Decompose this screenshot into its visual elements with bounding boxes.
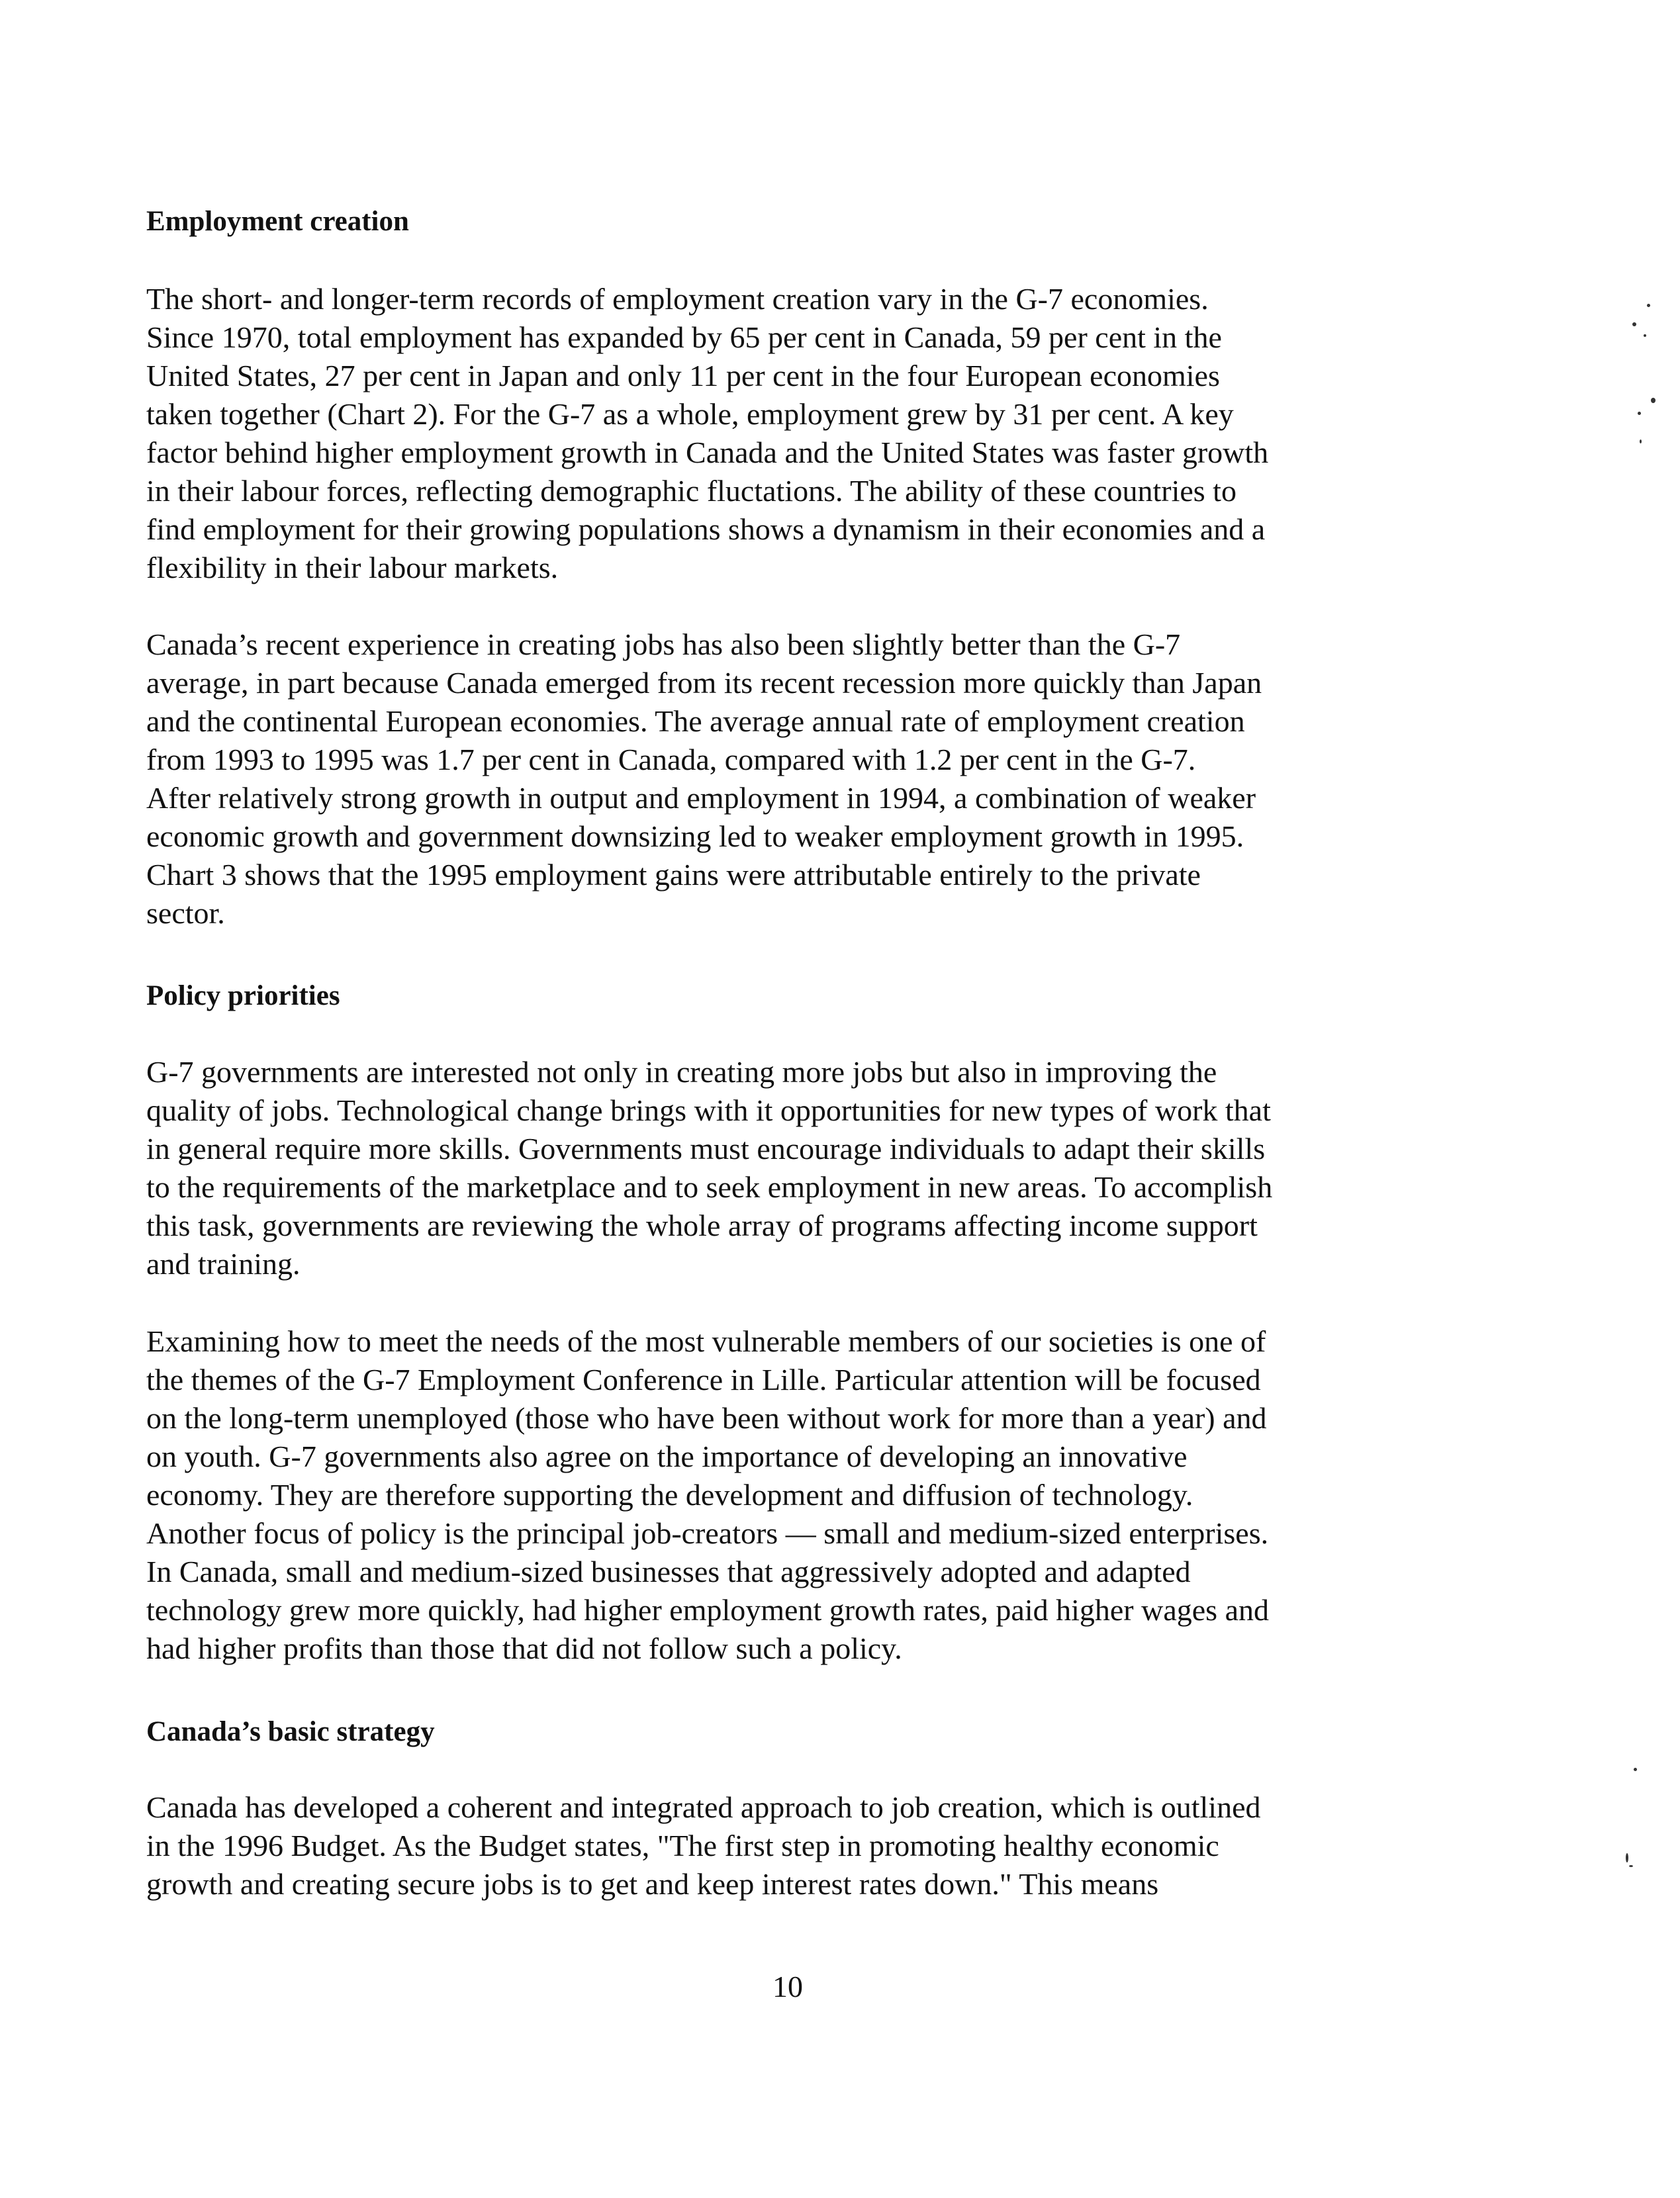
text-line: from 1993 to 1995 was 1.7 per cent in Canada, compared with 1.2 per cent in the G-7. (146, 743, 1196, 776)
paragraph-vulnerable-members (146, 1322, 1497, 1668)
text-line: find employment for their growing populations shows a dynamism in their economies and a (146, 512, 1266, 546)
text-line: United States, 27 per cent in Japan and only 11 per cent in the four European economies (146, 359, 1220, 392)
scan-speck (1644, 334, 1646, 337)
scan-speck (1634, 1768, 1637, 1771)
text-line: The short- and longer-term records of employment creation vary in the G-7 economies. (146, 282, 1209, 316)
text-line: had higher profits than those that did not follow such a policy. (146, 1631, 902, 1665)
scan-speck (1647, 304, 1650, 307)
text-line: in general require more skills. Governments must encourage individuals to adapt their skills (146, 1132, 1266, 1166)
text-line: Canada’s recent experience in creating jobs has also been slightly better than the G-7 (146, 627, 1181, 661)
text-line: growth and creating secure jobs is to get and keep interest rates down." This means (146, 1867, 1159, 1901)
text-line: quality of jobs. Technological change brings with it opportunities for new types of work that (146, 1093, 1271, 1127)
paragraph-recent-experience (146, 625, 1497, 933)
text-line: taken together (Chart 2). For the G-7 as a whole, employment grew by 31 per cent. A key (146, 397, 1234, 431)
scan-speck (1651, 398, 1656, 403)
scan-speck (1638, 412, 1641, 415)
heading-policy-priorities: Policy priorities (146, 980, 340, 1011)
page-number: 10 (772, 1970, 803, 2003)
text-line: on youth. G-7 governments also agree on the importance of developing an innovative (146, 1440, 1188, 1473)
paragraph-coherent-approach (146, 1788, 1497, 1903)
text-line: Examining how to meet the needs of the most vulnerable members of our societies is one of (146, 1324, 1266, 1358)
heading-canada-basic-strategy: Canada’s basic strategy (146, 1716, 435, 1747)
text-line: to the requirements of the marketplace and to seek employment in new areas. To accomplish (146, 1170, 1273, 1204)
text-line: technology grew more quickly, had higher employment growth rates, paid higher wages and (146, 1593, 1269, 1627)
scan-speck (1632, 322, 1636, 326)
text-line: G-7 governments are interested not only in creating more jobs but also in improving the (146, 1055, 1217, 1089)
text-line: In Canada, small and medium-sized businesses that aggressively adopted and adapted (146, 1555, 1191, 1588)
scan-speck (1640, 439, 1642, 443)
text-line: sector. (146, 896, 225, 930)
text-line: on the long-term unemployed (those who have been without work for more than a year) and (146, 1401, 1267, 1435)
text-line: economy. They are therefore supporting the development and diffusion of technology. (146, 1478, 1193, 1512)
paragraph-job-quality (146, 1053, 1497, 1283)
text-line: Canada has developed a coherent and integrated approach to job creation, which is outlined (146, 1790, 1261, 1824)
heading-employment-creation: Employment creation (146, 206, 409, 237)
text-line: factor behind higher employment growth in Canada and the United States was faster growth (146, 435, 1269, 469)
text-line: in their labour forces, reflecting demographic fluctations. The ability of these countries to (146, 474, 1237, 508)
text-line: Another focus of policy is the principal job-creators — small and medium-sized enterprises. (146, 1516, 1269, 1550)
text-line: in the 1996 Budget. As the Budget states, "The first step in promoting healthy economic (146, 1829, 1219, 1862)
text-line: flexibility in their labour markets. (146, 551, 559, 584)
text-line: economic growth and government downsizing led to weaker employment growth in 1995. (146, 819, 1244, 853)
text-line: this task, governments are reviewing the whole array of programs affecting income support (146, 1209, 1258, 1242)
text-line: Chart 3 shows that the 1995 employment gains were attributable entirely to the private (146, 858, 1201, 892)
paragraph-employment-records (146, 280, 1497, 587)
text-line: and the continental European economies. The average annual rate of employment creation (146, 704, 1245, 738)
text-line: average, in part because Canada emerged from its recent recession more quickly than Japan (146, 666, 1262, 700)
text-line: and training. (146, 1247, 301, 1281)
text-line: the themes of the G-7 Employment Conference in Lille. Particular attention will be focused (146, 1363, 1261, 1397)
scan-speck (1626, 1853, 1628, 1862)
scan-speck (1629, 1865, 1633, 1867)
text-line: Since 1970, total employment has expanded by 65 per cent in Canada, 59 per cent in the (146, 320, 1222, 354)
text-line: After relatively strong growth in output and employment in 1994, a combination of weaker (146, 781, 1256, 815)
